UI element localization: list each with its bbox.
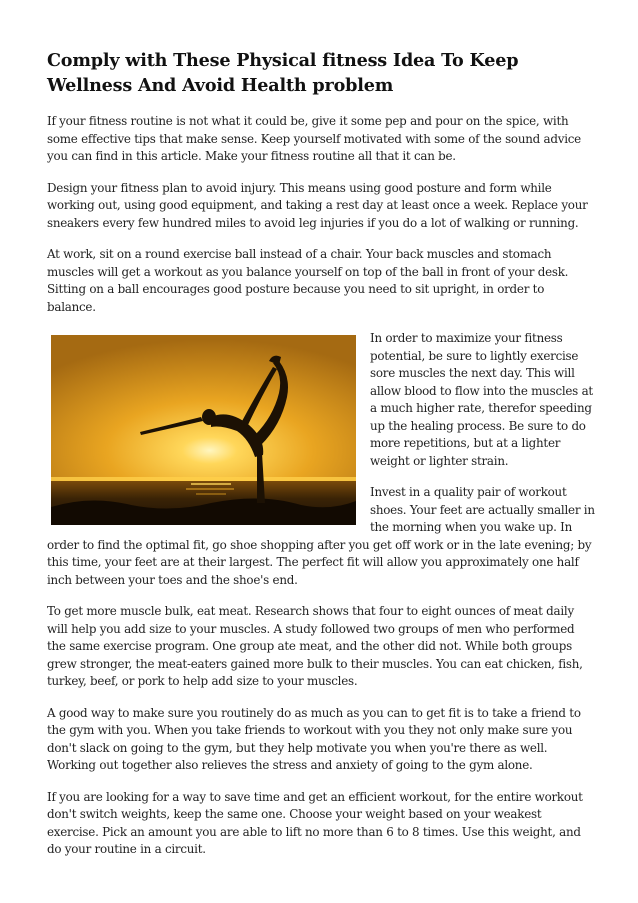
paragraph-weights: If you are looking for a way to save time and get an efficient workout, for the entire workout don't switch weights, keep the same one. Choose your weight based on your weakest exercise. Pick an amount you are able to lift no more than 6 to 8 times. Use this weight, and do your routine in a circuit.	[47, 789, 583, 856]
article-body	[47, 113, 596, 859]
paragraph-recovery: In order to maximize your fitness potential, be sure to lightly exercise sore muscles the next day. This will allow blood to flow into the muscles at a much higher rate, therefor speeding up the healing process. Be sure to do more repetitions, but at a lighter weight or lighter strain.	[370, 331, 593, 468]
paragraph-exercise-ball: At work, sit on a round exercise ball instead of a chair. Your back muscles and stomach muscles will get a workout as you balance yourself on top of the ball in front of your desk. Sitting on a ball encourages good posture because you need to sit upright, in order to balance.	[47, 247, 569, 314]
paragraph-meat: To get more muscle bulk, eat meat. Research shows that four to eight ounces of meat daily will help you add size to your muscles. A study followed two groups of men who performed the same exercise program. One group ate meat, and the other did not. While both groups grew stronger, the meat-eaters gained more bulk to their muscles. You can eat chicken, fish, turkey, beef, or pork to help add size to your muscles.	[47, 604, 583, 688]
paragraph-intro: If your fitness routine is not what it could be, give it some pep and pour on the spice, with some effective tips that make sense. Keep yourself motivated with some of the sound advice you can find in this article. Make your fitness routine all that it can be.	[47, 114, 581, 163]
yoga-silhouette-sunset-image	[51, 335, 356, 525]
page-title: Comply with These Physical fitness Idea To Keep Wellness And Avoid Health problem	[47, 50, 519, 96]
paragraph-shoes: Invest in a quality pair of workout shoes. Your feet are actually smaller in the morning when you wake up. In order to find the optimal fit, go shoe shopping after you get off work or in the late evening; by this time, your feet are at their largest. The perfect fit will allow you approximately one half inch between your toes and the shoe's end.	[47, 485, 595, 587]
paragraph-injury: Design your fitness plan to avoid injury. This means using good posture and form while working out, using good equipment, and taking a rest day at least once a week. Replace your sneakers every few hundred miles to avoid leg injuries if you do a lot of walking or running.	[47, 180, 588, 230]
paragraph-gym-friend: A good way to make sure you routinely do as much as you can to get fit is to take a friend to the gym with you. When you take friends to workout with you they not only make sure you don't slack on going to the gym, but they help motivate you when you're there as well. Working out together also relieves the stress and anxiety of going to the gym alone.	[47, 705, 581, 772]
